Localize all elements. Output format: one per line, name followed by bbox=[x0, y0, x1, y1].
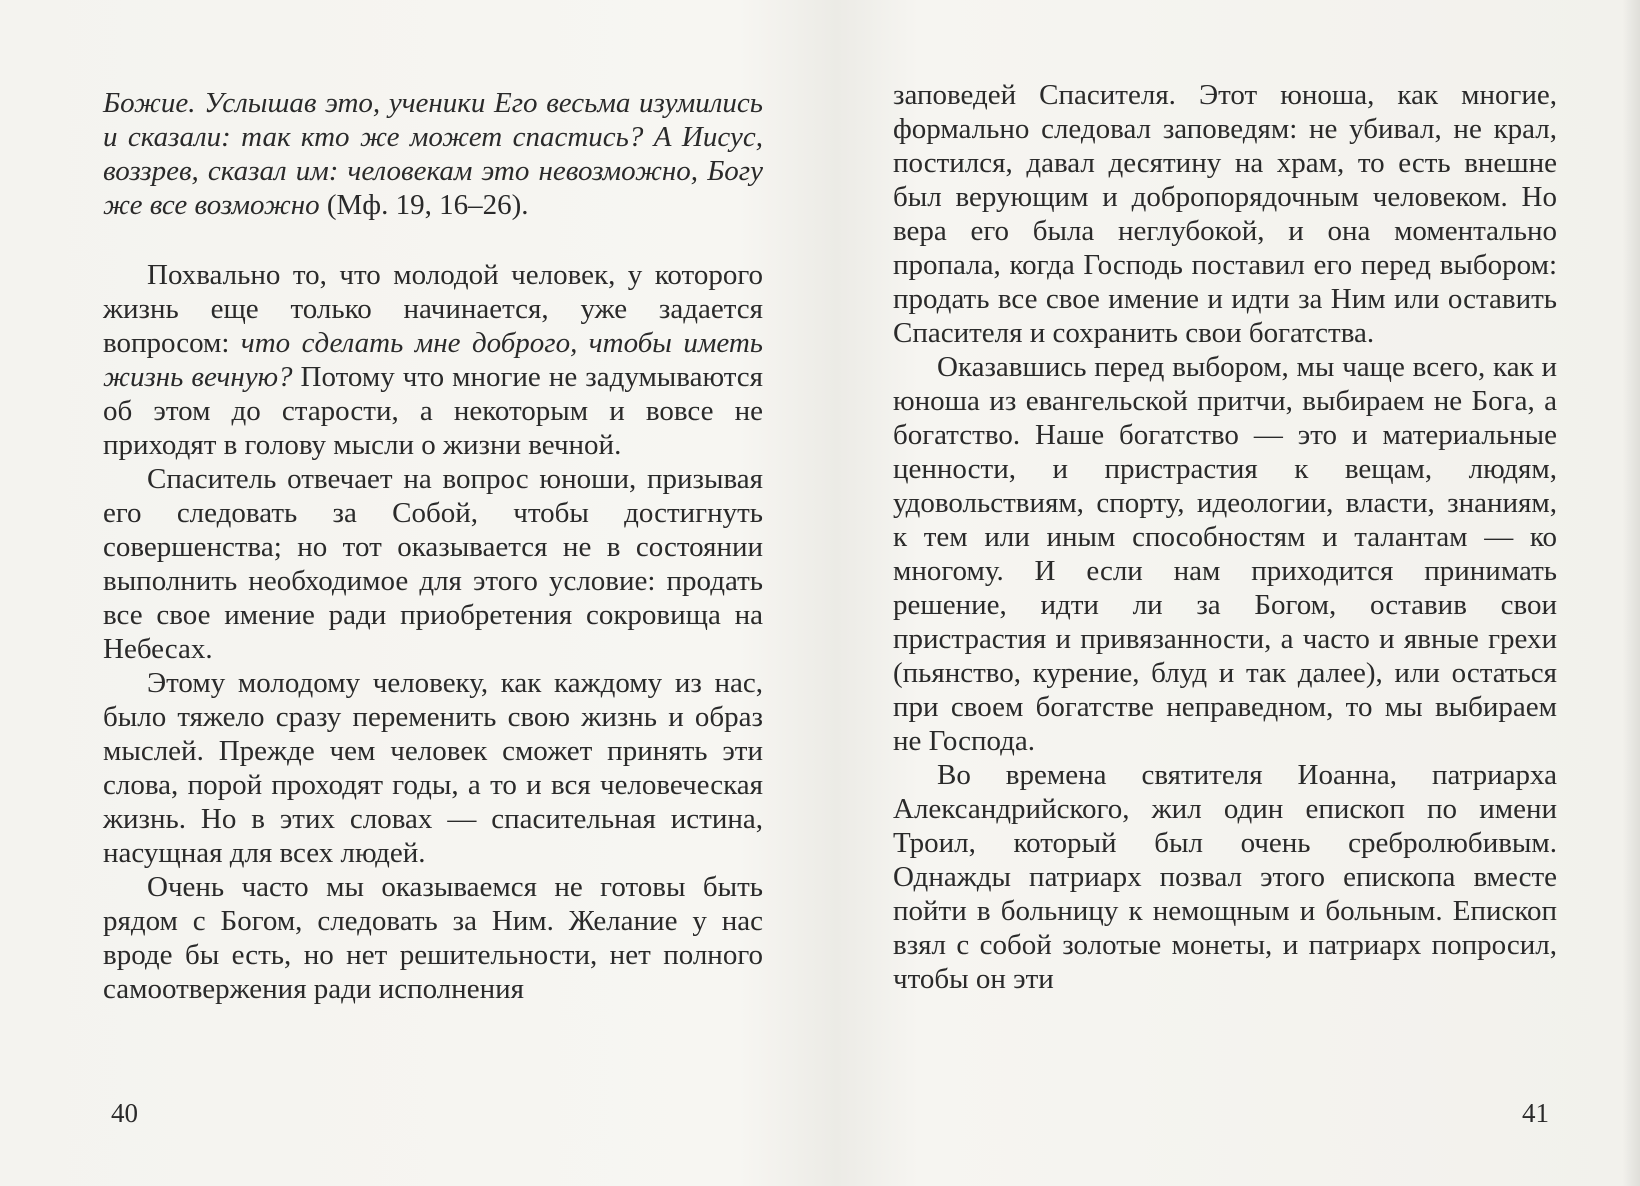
quote-reference: (Мф. 19, 16–26). bbox=[319, 189, 529, 221]
left-page-text bbox=[103, 86, 763, 1006]
paragraph: Во времена святителя Иоанна, патриарха Александрийского, жил один епископ по имени Троил, который был очень сребролюбивым. Однажды патриарх позвал этого епископа вместе пойти в больницу к немощным и больным. Епископ взял с собой золотые монеты, и патриарх попросил, чтобы он эти bbox=[893, 759, 1557, 995]
italic-question: что сделать мне доброго, чтобы иметь жизнь вечную? bbox=[103, 327, 764, 393]
paragraph-text: Потому что многие не задумываются об этом до старости, а некоторым и вовсе не приходят в голову мысли о жизни вечной. bbox=[103, 361, 763, 461]
right-page bbox=[820, 0, 1640, 1186]
gospel-quote bbox=[103, 86, 763, 222]
paragraph: Оказавшись перед выбором, мы чаще всего, как и юноша из евангельской притчи, выбираем не Бога, а богатство. Наше богатство — это и материальные ценности, и пристрастия к вещам, людям, удовольствиям, спорту, идеологии, власти, знаниям, к тем или иным способностям и талантам — ко многому. И если нам приходится принимать решение, идти ли за Богом, оставив свои пристрастия и привязанности, а часто и явные грехи (пьянство, курение, блуд и так далее), или остаться при своем богатстве неправедном, то мы выбираем не Господа. bbox=[893, 351, 1557, 757]
paragraph: Спаситель отвечает на вопрос юноши, призывая его следовать за Собой, чтобы достигнуть совершенства; но тот оказывается не в состоянии выполнить необходимое для этого условие: продать все свое имение ради приобретения сокровища на Небесах. bbox=[103, 463, 763, 665]
quote-text: Божие. Услышав это, ученики Его весьма изумились и сказали: так кто же может спастись? А Иисус, воззрев, сказал им: человекам это невозможно, Богу же все возможно bbox=[103, 87, 763, 221]
paragraph: Этому молодому человеку, как каждому из нас, было тяжело сразу переменить свою жизнь и образ мыслей. Прежде чем человек сможет принять эти слова, порой проходят годы, а то и вся человеческая жизнь. Но в этих словах — спасительная истина, насущная для всех людей. bbox=[103, 667, 763, 869]
page-edge-shadow bbox=[1622, 0, 1640, 1186]
paragraph: заповедей Спасителя. Этот юноша, как многие, формально следовал заповедям: не убивал, не крал, постился, давал десятину на храм, то есть внешне был верующим и добропорядочным человеком. Но вера его была неглубокой, и она моментально пропала, когда Господь поставил его перед выбором: продать все свое имение и идти за Ним или оставить Спасителя и сохранить свои богатства. bbox=[893, 79, 1557, 349]
paragraph: Очень часто мы оказываемся не готовы быть рядом с Богом, следовать за Ним. Желание у нас вроде бы есть, но нет решительности, нет полного самоотвержения ради исполнения bbox=[103, 871, 763, 1005]
paragraph bbox=[103, 258, 763, 462]
paragraph-text: Похвально то, что молодой человек, у которого жизнь еще только начинается, уже задается вопросом: bbox=[103, 259, 763, 359]
page-number: 41 bbox=[1522, 1098, 1549, 1128]
right-page-text bbox=[893, 78, 1557, 996]
page-number: 40 bbox=[111, 1098, 138, 1128]
